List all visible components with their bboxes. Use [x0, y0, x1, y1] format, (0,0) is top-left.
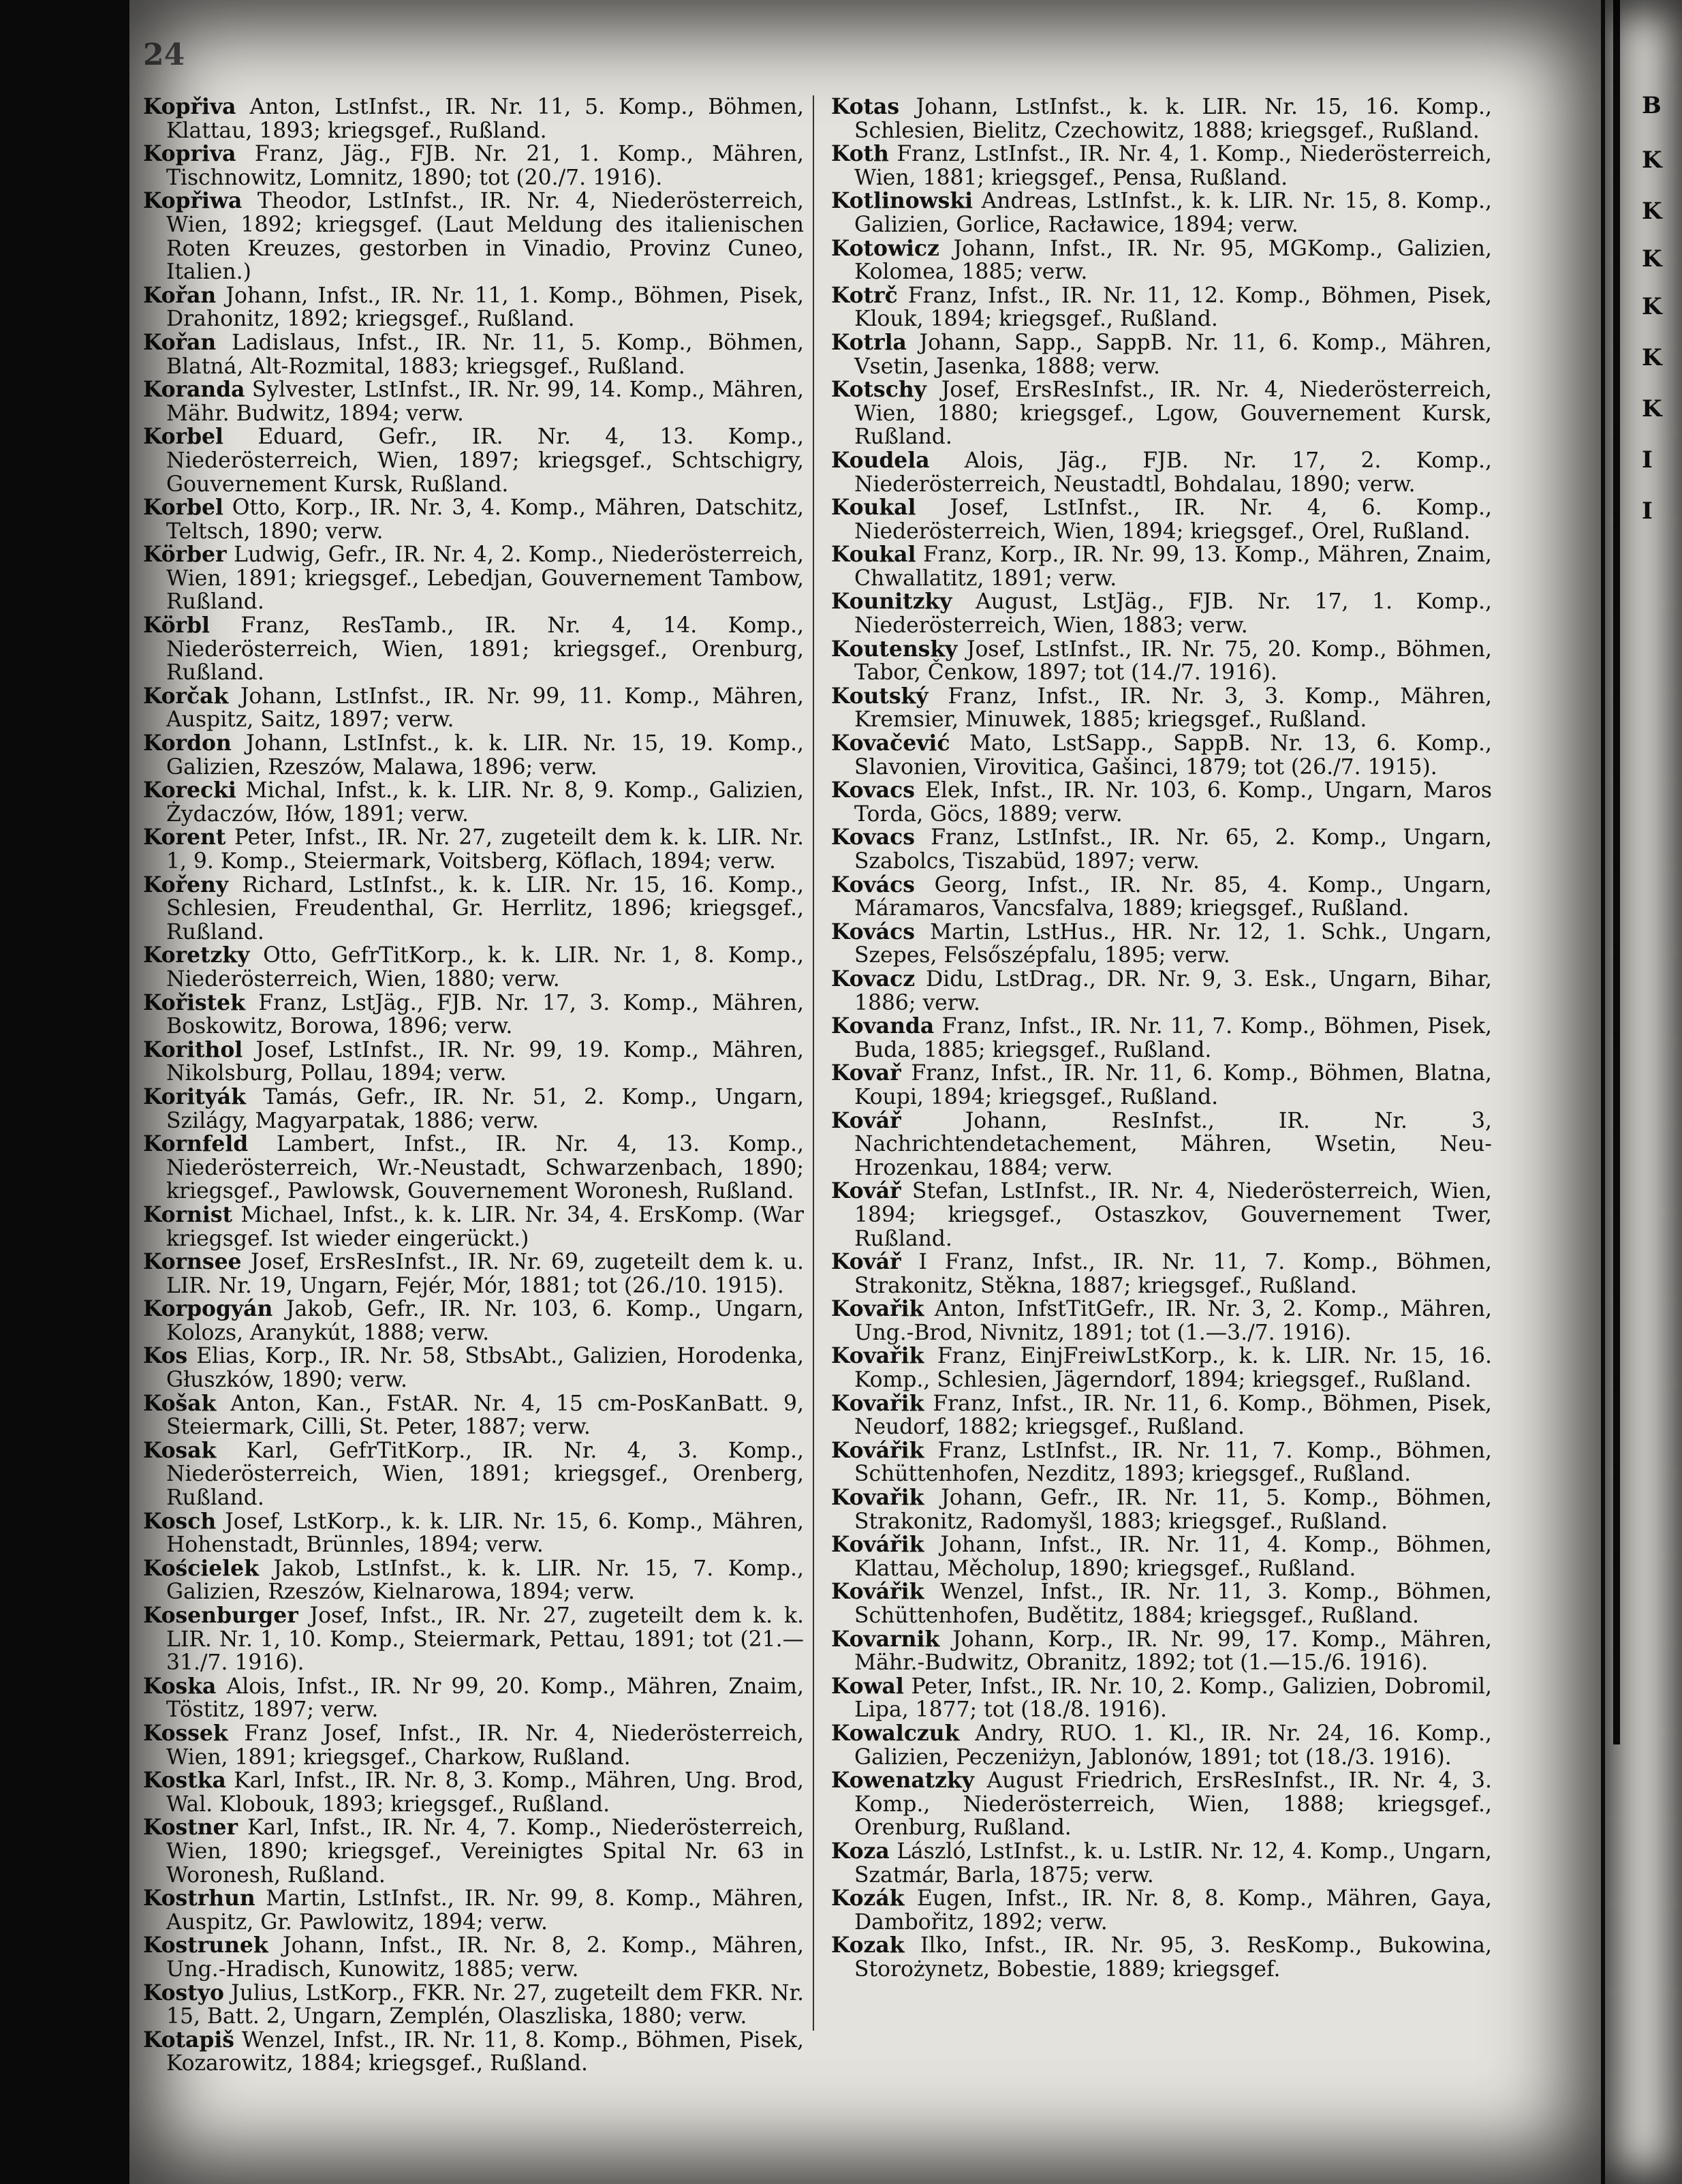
register-entry [143, 95, 804, 142]
entry-surname: Kostrunek [143, 1933, 268, 1958]
entry-surname: Koth [831, 142, 889, 167]
entry-details: Franz, Infst., IR. Nr. 3, 3. Komp., Mähren, Kremsier, Minuwek, 1885; kriegsgef., Rußland. [854, 683, 1492, 733]
register-entry [831, 1297, 1492, 1344]
register-entry [143, 826, 804, 873]
register-entry [143, 1086, 804, 1133]
entry-details: August, LstJäg., FJB. Nr. 17, 1. Komp., Niederösterreich, Wien, 1883; verw. [854, 589, 1492, 639]
entry-surname: Kotapiš [143, 2027, 234, 2052]
register-entry [143, 1982, 804, 2029]
entry-details: Sylvester, LstInfst., IR. Nr. 99, 14. Komp., Mähren, Mähr. Budwitz, 1894; verw. [166, 378, 804, 426]
entry-surname: Košak [143, 1391, 217, 1416]
entry-details: Franz, Jäg., FJB. Nr. 21, 1. Komp., Mähren, Tischnowitz, Lomnitz, 1890; tot (20./7. 1916). [166, 142, 804, 190]
entry-details: Peter, Infst., IR. Nr. 10, 2. Komp., Galizien, Dobromil, Lipa, 1877; tot (18./8. 1916). [854, 1674, 1492, 1723]
register-entry [831, 142, 1492, 189]
entry-details: Johann, ResInfst., IR. Nr. 3, Nachrichtendetachement, Mähren, Wsetin, Neu-Hrozenkau, 1884; verw. [854, 1108, 1492, 1180]
entry-surname: Kovařik [831, 1486, 924, 1511]
entry-surname: Kovarnik [831, 1627, 940, 1652]
entry-surname: Kopřiva [143, 95, 236, 119]
entry-surname: Korpogyán [143, 1297, 273, 1322]
entry-details: Wenzel, Infst., IR. Nr. 11, 3. Komp., Böhmen, Schüttenhofen, Budětitz, 1884; kriegsgef., Rußland. [854, 1580, 1492, 1628]
entry-details: Josef, LstKorp., k. k. LIR. Nr. 15, 6. Komp., Mähren, Hohenstadt, Brünnles, 1894; verw. [166, 1509, 804, 1558]
entry-details: Otto, GefrTitKorp., k. k. LIR. Nr. 1, 8. Komp., Niederösterreich, Wien, 1880; verw. [166, 943, 804, 991]
entry-details: Martin, LstInfst., IR. Nr. 99, 8. Komp., Mähren, Auspitz, Gr. Pawlowitz, 1894; verw. [166, 1886, 804, 1935]
entry-surname: Kovács [831, 919, 915, 944]
adjacent-page-letter: K [1642, 147, 1662, 174]
entry-details: Richard, LstInfst., k. k. LIR. Nr. 15, 16. Komp., Schlesien, Freudenthal, Gr. Herrlitz, 1896; kriegsgef., Rußland. [166, 872, 804, 944]
entry-surname: Kovář [831, 1250, 901, 1275]
register-entry [143, 1250, 804, 1297]
register-entry [831, 779, 1492, 826]
register-entry [831, 1062, 1492, 1109]
adjacent-page-letter: I [1642, 446, 1653, 474]
register-entry [143, 1769, 804, 1816]
register-entry [831, 1580, 1492, 1627]
entry-surname: Kovářik [831, 1438, 924, 1463]
register-entry [143, 142, 804, 189]
adjacent-page-letter: K [1642, 198, 1662, 225]
entry-details: Peter, Infst., IR. Nr. 27, zugeteilt dem k. k. LIR. Nr. 1, 9. Komp., Steiermark, Voitsberg, Köflach, 1894; verw. [166, 825, 804, 874]
entry-details: Anton, InfstTitGefr., IR. Nr. 3, 2. Komp., Mähren, Ung.-Brod, Nivnitz, 1891; tot (1.—3./7. 1916). [854, 1297, 1492, 1345]
entry-details: Didu, LstDrag., DR. Nr. 9, 3. Esk., Ungarn, Bihar, 1886; verw. [854, 966, 1492, 1015]
register-entry [143, 1675, 804, 1722]
register-entry [143, 1203, 804, 1250]
register-entry [143, 1887, 804, 1934]
register-entry [831, 331, 1492, 378]
entry-details: Jakob, Gefr., IR. Nr. 103, 6. Komp., Ungarn, Kolozs, Aranykút, 1888; verw. [166, 1297, 804, 1345]
register-entry [831, 1934, 1492, 1981]
register-entry [831, 496, 1492, 543]
adjacent-page-letter: K [1642, 395, 1662, 422]
register-entry [143, 685, 804, 732]
entry-surname: Korent [143, 825, 226, 850]
entry-surname: Koutský [831, 683, 929, 709]
right-column [831, 95, 1492, 1982]
adjacent-page-edge [1605, 0, 1682, 2184]
register-entry [143, 425, 804, 496]
register-entry [831, 732, 1492, 779]
register-entry [831, 1769, 1492, 1840]
entry-surname: Kosch [143, 1509, 217, 1534]
register-entry [143, 189, 804, 283]
entry-details: Karl, Infst., IR. Nr. 8, 3. Komp., Mähren, Ung. Brod, Wal. Klobouk, 1893; kriegsgef., Rußland. [166, 1768, 804, 1817]
entry-details: Franz Josef, Infst., IR. Nr. 4, Niederösterreich, Wien, 1891; kriegsgef., Charkow, Rußland. [166, 1721, 804, 1770]
register-entry [831, 1840, 1492, 1887]
entry-surname: Koukal [831, 542, 916, 568]
register-entry [143, 732, 804, 779]
entry-surname: Koska [143, 1674, 217, 1699]
entry-surname: Kovacz [831, 966, 916, 991]
entry-surname: Kovacs [831, 778, 915, 803]
entry-surname: Kotrla [831, 330, 907, 355]
entry-surname: Kořan [143, 283, 217, 308]
entry-surname: Kovács [831, 872, 915, 897]
adjacent-page-letter: K [1642, 344, 1662, 371]
entry-details: Alois, Jäg., FJB. Nr. 17, 2. Komp., Niederösterreich, Neustadtl, Bohdalau, 1890; verw. [854, 448, 1492, 497]
entry-details: Johann, LstInfst., IR. Nr. 99, 11. Komp., Mähren, Auspitz, Saitz, 1897; verw. [166, 683, 804, 733]
register-entry [143, 1722, 804, 1769]
register-entry [143, 1604, 804, 1675]
entry-surname: Kostrhun [143, 1886, 255, 1911]
entry-surname: Koretzky [143, 943, 250, 968]
entry-surname: Kopřiwa [143, 189, 243, 214]
entry-details: Josef, ErsResInfst., IR. Nr. 4, Niederösterreich, Wien, 1880; kriegsgef., Lgow, Gouvernement Kursk, Rußland. [854, 378, 1492, 450]
entry-surname: Korecki [143, 778, 236, 803]
entry-surname: Kostka [143, 1768, 226, 1794]
entry-details: Elias, Korp., IR. Nr. 58, StbsAbt., Galizien, Horodenka, Głuszków, 1890; verw. [166, 1344, 804, 1393]
register-entry [831, 921, 1492, 968]
entry-surname: Kotrč [831, 283, 898, 308]
register-entry [831, 968, 1492, 1015]
entry-details: Johann, Infst., IR. Nr. 8, 2. Komp., Mähren, Ung.-Hradisch, Kunowitz, 1885; verw. [166, 1933, 804, 1982]
entry-details: Anton, LstInfst., IR. Nr. 11, 5. Komp., Böhmen, Klattau, 1893; kriegsgef., Rußland. [166, 95, 804, 143]
entry-surname: Kovářik [831, 1533, 924, 1558]
entry-surname: Kovařik [831, 1297, 924, 1322]
register-entry [143, 1510, 804, 1557]
entry-surname: Korčak [143, 683, 229, 709]
entry-surname: Kostyo [143, 1980, 224, 2005]
entry-surname: Kostner [143, 1815, 238, 1841]
register-entry [831, 378, 1492, 449]
entry-surname: Korbel [143, 495, 223, 521]
entry-surname: Kovař [831, 1061, 901, 1086]
entry-details: Anton, Kan., FstAR. Nr. 4, 15 cm-PosKanBatt. 9, Steiermark, Cilli, St. Peter, 1887; verw. [166, 1391, 804, 1440]
register-entry [143, 2029, 804, 2076]
entry-details: Johann, Infst., IR. Nr. 11, 1. Komp., Böhmen, Pisek, Drahonitz, 1892; kriegsgef., Rußland. [166, 283, 804, 332]
register-entry [831, 1392, 1492, 1439]
entry-details: Franz, Infst., IR. Nr. 11, 6. Komp., Böhmen, Blatna, Koupi, 1894; kriegsgef., Rußland. [854, 1061, 1492, 1109]
register-entry [831, 543, 1492, 590]
entry-surname: Körber [143, 542, 227, 568]
register-entry [143, 874, 804, 944]
column-divider [813, 95, 814, 2031]
entry-details: Otto, Korp., IR. Nr. 3, 4. Komp., Mähren, Datschitz, Teltsch, 1890; verw. [166, 495, 804, 544]
entry-surname: Kościelek [143, 1556, 259, 1581]
entry-details: Michal, Infst., k. k. LIR. Nr. 8, 9. Komp., Galizien, Żydaczów, Iłów, 1891; verw. [166, 778, 804, 827]
entry-details: Lambert, Infst., IR. Nr. 4, 13. Komp., Niederösterreich, Wr.-Neustadt, Schwarzenbach, 1890; kriegsgef., Pawlowsk, Gouvernement Woronesh, Rußland. [166, 1132, 804, 1204]
register-entry [143, 1439, 804, 1510]
entry-details: Johann, Gefr., IR. Nr. 11, 5. Komp., Böhmen, Strakonitz, Radomyšl, 1883; kriegsgef., Rußland. [854, 1486, 1492, 1534]
entry-details: Franz, Infst., IR. Nr. 11, 7. Komp., Böhmen, Pisek, Buda, 1885; kriegsgef., Rußland. [854, 1014, 1492, 1062]
entry-details: Theodor, LstInfst., IR. Nr. 4, Niederösterreich, Wien, 1892; kriegsgef. (Laut Meldung des italienischen Roten Kreuzes, gestorben in Vinadio, Provinz Cuneo, Italien.) [166, 189, 804, 285]
entry-details: Josef, LstInfst., IR. Nr. 75, 20. Komp., Böhmen, Tabor, Čenkow, 1897; tot (14./7. 1916). [854, 636, 1492, 686]
page-number: 24 [143, 37, 185, 72]
register-entry [143, 614, 804, 685]
register-entry [831, 590, 1492, 637]
register-entry [143, 1934, 804, 1981]
entry-surname: Kosenburger [143, 1603, 298, 1628]
register-entry [143, 1344, 804, 1391]
register-entry [831, 1439, 1492, 1486]
entry-details: Franz, Infst., IR. Nr. 11, 12. Komp., Böhmen, Pisek, Klouk, 1894; kriegsgef., Rußland. [854, 283, 1492, 332]
register-entry [831, 1628, 1492, 1675]
entry-details: Johann, LstInfst., k. k. LIR. Nr. 15, 19. Komp., Galizien, Rzeszów, Malawa, 1896; verw. [166, 731, 804, 780]
entry-details: Franz, EinjFreiwLstKorp., k. k. LIR. Nr. 15, 16. Komp., Schlesien, Jägerndorf, 1894; kriegsgef., Rußland. [854, 1344, 1492, 1393]
entry-details: Franz, LstInfst., IR. Nr. 65, 2. Komp., Ungarn, Szabolcs, Tiszabüd, 1897; verw. [854, 825, 1492, 874]
entry-details: Alois, Infst., IR. Nr 99, 20. Komp., Mähren, Znaim, Töstitz, 1897; verw. [166, 1674, 804, 1723]
entry-surname: Kowenatzky [831, 1768, 975, 1794]
register-entry [143, 779, 804, 826]
entry-details: August Friedrich, ErsResInfst., IR. Nr. 4, 3. Komp., Niederösterreich, Wien, 1888; kriegsgef., Orenburg, Rußland. [854, 1768, 1492, 1841]
entry-details: Franz, LstJäg., FJB. Nr. 17, 3. Komp., Mähren, Boskowitz, Borowa, 1896; verw. [166, 990, 804, 1039]
entry-details: Tamás, Gefr., IR. Nr. 51, 2. Komp., Ungarn, Szilágy, Magyarpatak, 1886; verw. [166, 1084, 804, 1133]
register-entry [143, 378, 804, 425]
register-entry [831, 1533, 1492, 1580]
entry-surname: Körbl [143, 613, 210, 639]
register-entry [831, 1675, 1492, 1722]
entry-surname: Kounitzky [831, 589, 952, 615]
entry-surname: Kovář [831, 1179, 901, 1204]
entry-details: Mato, LstSapp., SappB. Nr. 13, 6. Komp., Slavonien, Virovitica, Gašinci, 1879; tot (26./7. 1915). [854, 731, 1492, 780]
entry-surname: Kovačević [831, 731, 950, 756]
entry-surname: Kos [143, 1344, 188, 1369]
entry-details: Martin, LstHus., HR. Nr. 12, 1. Schk., Ungarn, Szepes, Felsőszépfalu, 1895; verw. [854, 919, 1492, 968]
adjacent-page-letter: B [1642, 92, 1662, 119]
register-entry [831, 95, 1492, 142]
entry-details: Eduard, Gefr., IR. Nr. 4, 13. Komp., Niederösterreich, Wien, 1897; kriegsgef., Schtschigry, Gouvernement Kursk, Rußland. [166, 425, 804, 497]
entry-surname: Kowal [831, 1674, 904, 1699]
entry-surname: Koutensky [831, 636, 958, 662]
register-entry [831, 1180, 1492, 1250]
entry-details: Josef, ErsResInfst., IR. Nr. 69, zugeteilt dem k. u. LIR. Nr. 19, Ungarn, Fejér, Mór, 1881; tot (26./10. 1915). [166, 1250, 804, 1298]
left-column [143, 95, 804, 2076]
entry-details: Karl, Infst., IR. Nr. 4, 7. Komp., Niederösterreich, Wien, 1890; kriegsgef., Vereinigtes Spital Nr. 63 in Woronesh, Rußland. [166, 1815, 804, 1888]
entry-surname: Kovářik [831, 1580, 924, 1605]
entry-surname: Kossek [143, 1721, 228, 1746]
register-entry [831, 638, 1492, 685]
register-entry [831, 237, 1492, 284]
entry-details: Franz, LstInfst., IR. Nr. 4, 1. Komp., Niederösterreich, Wien, 1881; kriegsgef., Pensa, Rußland. [854, 142, 1492, 190]
entry-details: Andreas, LstInfst., k. k. LIR. Nr. 15, 8. Komp., Galizien, Gorlice, Racławice, 1894; verw. [854, 189, 1492, 237]
entry-details: Jakob, LstInfst., k. k. LIR. Nr. 15, 7. Komp., Galizien, Rzeszów, Kielnarowa, 1894; verw. [166, 1556, 804, 1605]
entry-surname: Kořan [143, 330, 217, 355]
entry-surname: Kovařik [831, 1344, 924, 1369]
entry-details: Johann, LstInfst., k. k. LIR. Nr. 15, 16. Komp., Schlesien, Bielitz, Czechowitz, 1888; kriegsgef., Rußland. [854, 95, 1492, 143]
adjacent-page-letter: K [1642, 245, 1662, 273]
binding-shadow [1613, 0, 1620, 1744]
entry-details: Michael, Infst., k. k. LIR. Nr. 34, 4. ErsKomp. (War kriegsgef. Ist wieder eingerückt.) [166, 1202, 804, 1251]
register-entry [831, 1722, 1492, 1769]
register-entry [143, 331, 804, 378]
register-entry [831, 1109, 1492, 1180]
adjacent-page-letter: I [1642, 497, 1653, 525]
entry-surname: Kořistek [143, 990, 245, 1015]
entry-surname: Korithol [143, 1037, 243, 1062]
register-entry [143, 1297, 804, 1344]
register-entry [143, 284, 804, 331]
entry-details: László, LstInfst., k. u. LstIR. Nr. 12, 4. Komp., Ungarn, Szatmár, Barla, 1875; verw. [854, 1839, 1492, 1888]
entry-details: Johann, Infst., IR. Nr. 11, 4. Komp., Böhmen, Klattau, Měcholup, 1890; kriegsgef., Rußland. [854, 1533, 1492, 1581]
entry-surname: Kovář [831, 1108, 901, 1133]
register-entry [143, 1039, 804, 1086]
register-entry [831, 284, 1492, 331]
entry-surname: Kozak [831, 1933, 905, 1958]
entry-surname: Kordon [143, 731, 232, 756]
register-entry [143, 1133, 804, 1203]
register-entry [831, 1486, 1492, 1533]
entry-details: Andry, RUO. 1. Kl., IR. Nr. 24, 16. Komp., Galizien, Peczeniżyn, Jablonów, 1891; tot (18./3. 1916). [854, 1721, 1492, 1770]
entry-details: Franz, Infst., IR. Nr. 11, 6. Komp., Böhmen, Pisek, Neudorf, 1882; kriegsgef., Rußland. [854, 1391, 1492, 1440]
entry-surname: Koukal [831, 495, 916, 521]
entry-details: Josef, LstInfst., IR. Nr. 99, 19. Komp., Mähren, Nikolsburg, Pollau, 1894; verw. [166, 1037, 804, 1086]
entry-details: Karl, GefrTitKorp., IR. Nr. 4, 3. Komp., Niederösterreich, Wien, 1891; kriegsgef., Orenberg, Rußland. [166, 1438, 804, 1511]
document-page [129, 0, 1601, 2184]
register-entry [831, 685, 1492, 732]
entry-surname: Korityák [143, 1084, 246, 1109]
entry-details: Eugen, Infst., IR. Nr. 8, 8. Komp., Mähren, Gaya, Dambořitz, 1892; verw. [854, 1886, 1492, 1935]
entry-details: Johann, Infst., IR. Nr. 95, MGKomp., Galizien, Kolomea, 1885; verw. [854, 236, 1492, 285]
entry-details: Franz, Korp., IR. Nr. 99, 13. Komp., Mähren, Znaim, Chwallatitz, 1891; verw. [854, 542, 1492, 591]
register-entry [831, 189, 1492, 236]
register-entry [143, 1392, 804, 1439]
entry-surname: Kowalczuk [831, 1721, 960, 1746]
register-entry [831, 1344, 1492, 1391]
entry-surname: Kornsee [143, 1250, 242, 1275]
register-entry [143, 991, 804, 1039]
register-entry [831, 1887, 1492, 1934]
entry-surname: Kosak [143, 1438, 217, 1463]
entry-surname: Kopriva [143, 142, 236, 167]
entry-details: Ladislaus, Infst., IR. Nr. 11, 5. Komp., Böhmen, Blatná, Alt-Rozmital, 1883; kriegsgef., Rußland. [166, 330, 804, 379]
entry-details: Johann, Korp., IR. Nr. 99, 17. Komp., Mähren, Mähr.-Budwitz, Obranitz, 1892; tot (1.—15./6. 1916). [854, 1627, 1492, 1676]
entry-surname: Kotlinowski [831, 189, 974, 214]
register-entry [831, 1250, 1492, 1297]
register-entry [831, 1015, 1492, 1062]
entry-surname: Kornist [143, 1202, 232, 1227]
entry-surname: Kovacs [831, 825, 915, 850]
entry-surname: Kotschy [831, 378, 926, 403]
entry-details: Johann, Sapp., SappB. Nr. 11, 6. Komp., Mähren, Vsetin, Jasenka, 1888; verw. [854, 330, 1492, 379]
entry-details: Franz, ResTamb., IR. Nr. 4, 14. Komp., Niederösterreich, Wien, 1891; kriegsgef., Orenburg, Rußland. [166, 613, 804, 686]
register-entry [143, 1816, 804, 1887]
entry-details: Franz, LstInfst., IR. Nr. 11, 7. Komp., Böhmen, Schüttenhofen, Nezditz, 1893; kriegsgef., Rußland. [854, 1438, 1492, 1487]
entry-details: Josef, LstInfst., IR. Nr. 4, 6. Komp., Niederösterreich, Wien, 1894; kriegsgef., Orel, Rußland. [854, 495, 1492, 544]
entry-details: Ludwig, Gefr., IR. Nr. 4, 2. Komp., Niederösterreich, Wien, 1891; kriegsgef., Lebedjan, Gouvernement Tambow, Rußland. [166, 542, 804, 615]
entry-details: Julius, LstKorp., FKR. Nr. 27, zugeteilt dem FKR. Nr. 15, Batt. 2, Ungarn, Zemplén, Olaszliska, 1880; verw. [166, 1980, 804, 2029]
register-entry [143, 944, 804, 991]
register-entry [831, 449, 1492, 496]
register-entry [831, 826, 1492, 873]
entry-surname: Koranda [143, 378, 245, 403]
entry-surname: Kozák [831, 1886, 905, 1911]
entry-details: Georg, Infst., IR. Nr. 85, 4. Komp., Ungarn, Máramaros, Vancsfalva, 1889; kriegsgef., Rußland. [854, 872, 1492, 921]
register-entry [831, 874, 1492, 921]
entry-surname: Kovařik [831, 1391, 924, 1416]
entry-surname: Kovanda [831, 1014, 935, 1039]
adjacent-page-letter: K [1642, 293, 1662, 320]
entry-details: Elek, Infst., IR. Nr. 103, 6. Komp., Ungarn, Maros Torda, Göcs, 1889; verw. [854, 778, 1492, 827]
entry-surname: Kornfeld [143, 1132, 249, 1157]
register-entry [143, 1557, 804, 1604]
register-entry [143, 496, 804, 543]
entry-surname: Kotowicz [831, 236, 939, 261]
entry-surname: Kotas [831, 95, 900, 119]
register-entry [143, 543, 804, 614]
entry-details: Stefan, LstInfst., IR. Nr. 4, Niederösterreich, Wien, 1894; kriegsgef., Ostaszkov, Gouvernement Twer, Rußland. [854, 1179, 1492, 1251]
entry-surname: Korbel [143, 425, 223, 450]
entry-details: Josef, Infst., IR. Nr. 27, zugeteilt dem k. k. LIR. Nr. 1, 10. Komp., Steiermark, Pettau, 1891; tot (21.—31./7. 1916). [166, 1603, 804, 1676]
entry-details: Ilko, Infst., IR. Nr. 95, 3. ResKomp., Bukowina, Storożynetz, Bobestie, 1889; kriegsgef. [854, 1933, 1492, 1982]
entry-surname: Kořeny [143, 872, 229, 897]
entry-details: Wenzel, Infst., IR. Nr. 11, 8. Komp., Böhmen, Pisek, Kozarowitz, 1884; kriegsgef., Rußland. [166, 2027, 804, 2076]
entry-surname: Koza [831, 1839, 890, 1864]
entry-details: I Franz, Infst., IR. Nr. 11, 7. Komp., Böhmen, Strakonitz, Stěkna, 1887; kriegsgef., Rußland. [854, 1250, 1492, 1298]
entry-surname: Koudela [831, 448, 930, 473]
